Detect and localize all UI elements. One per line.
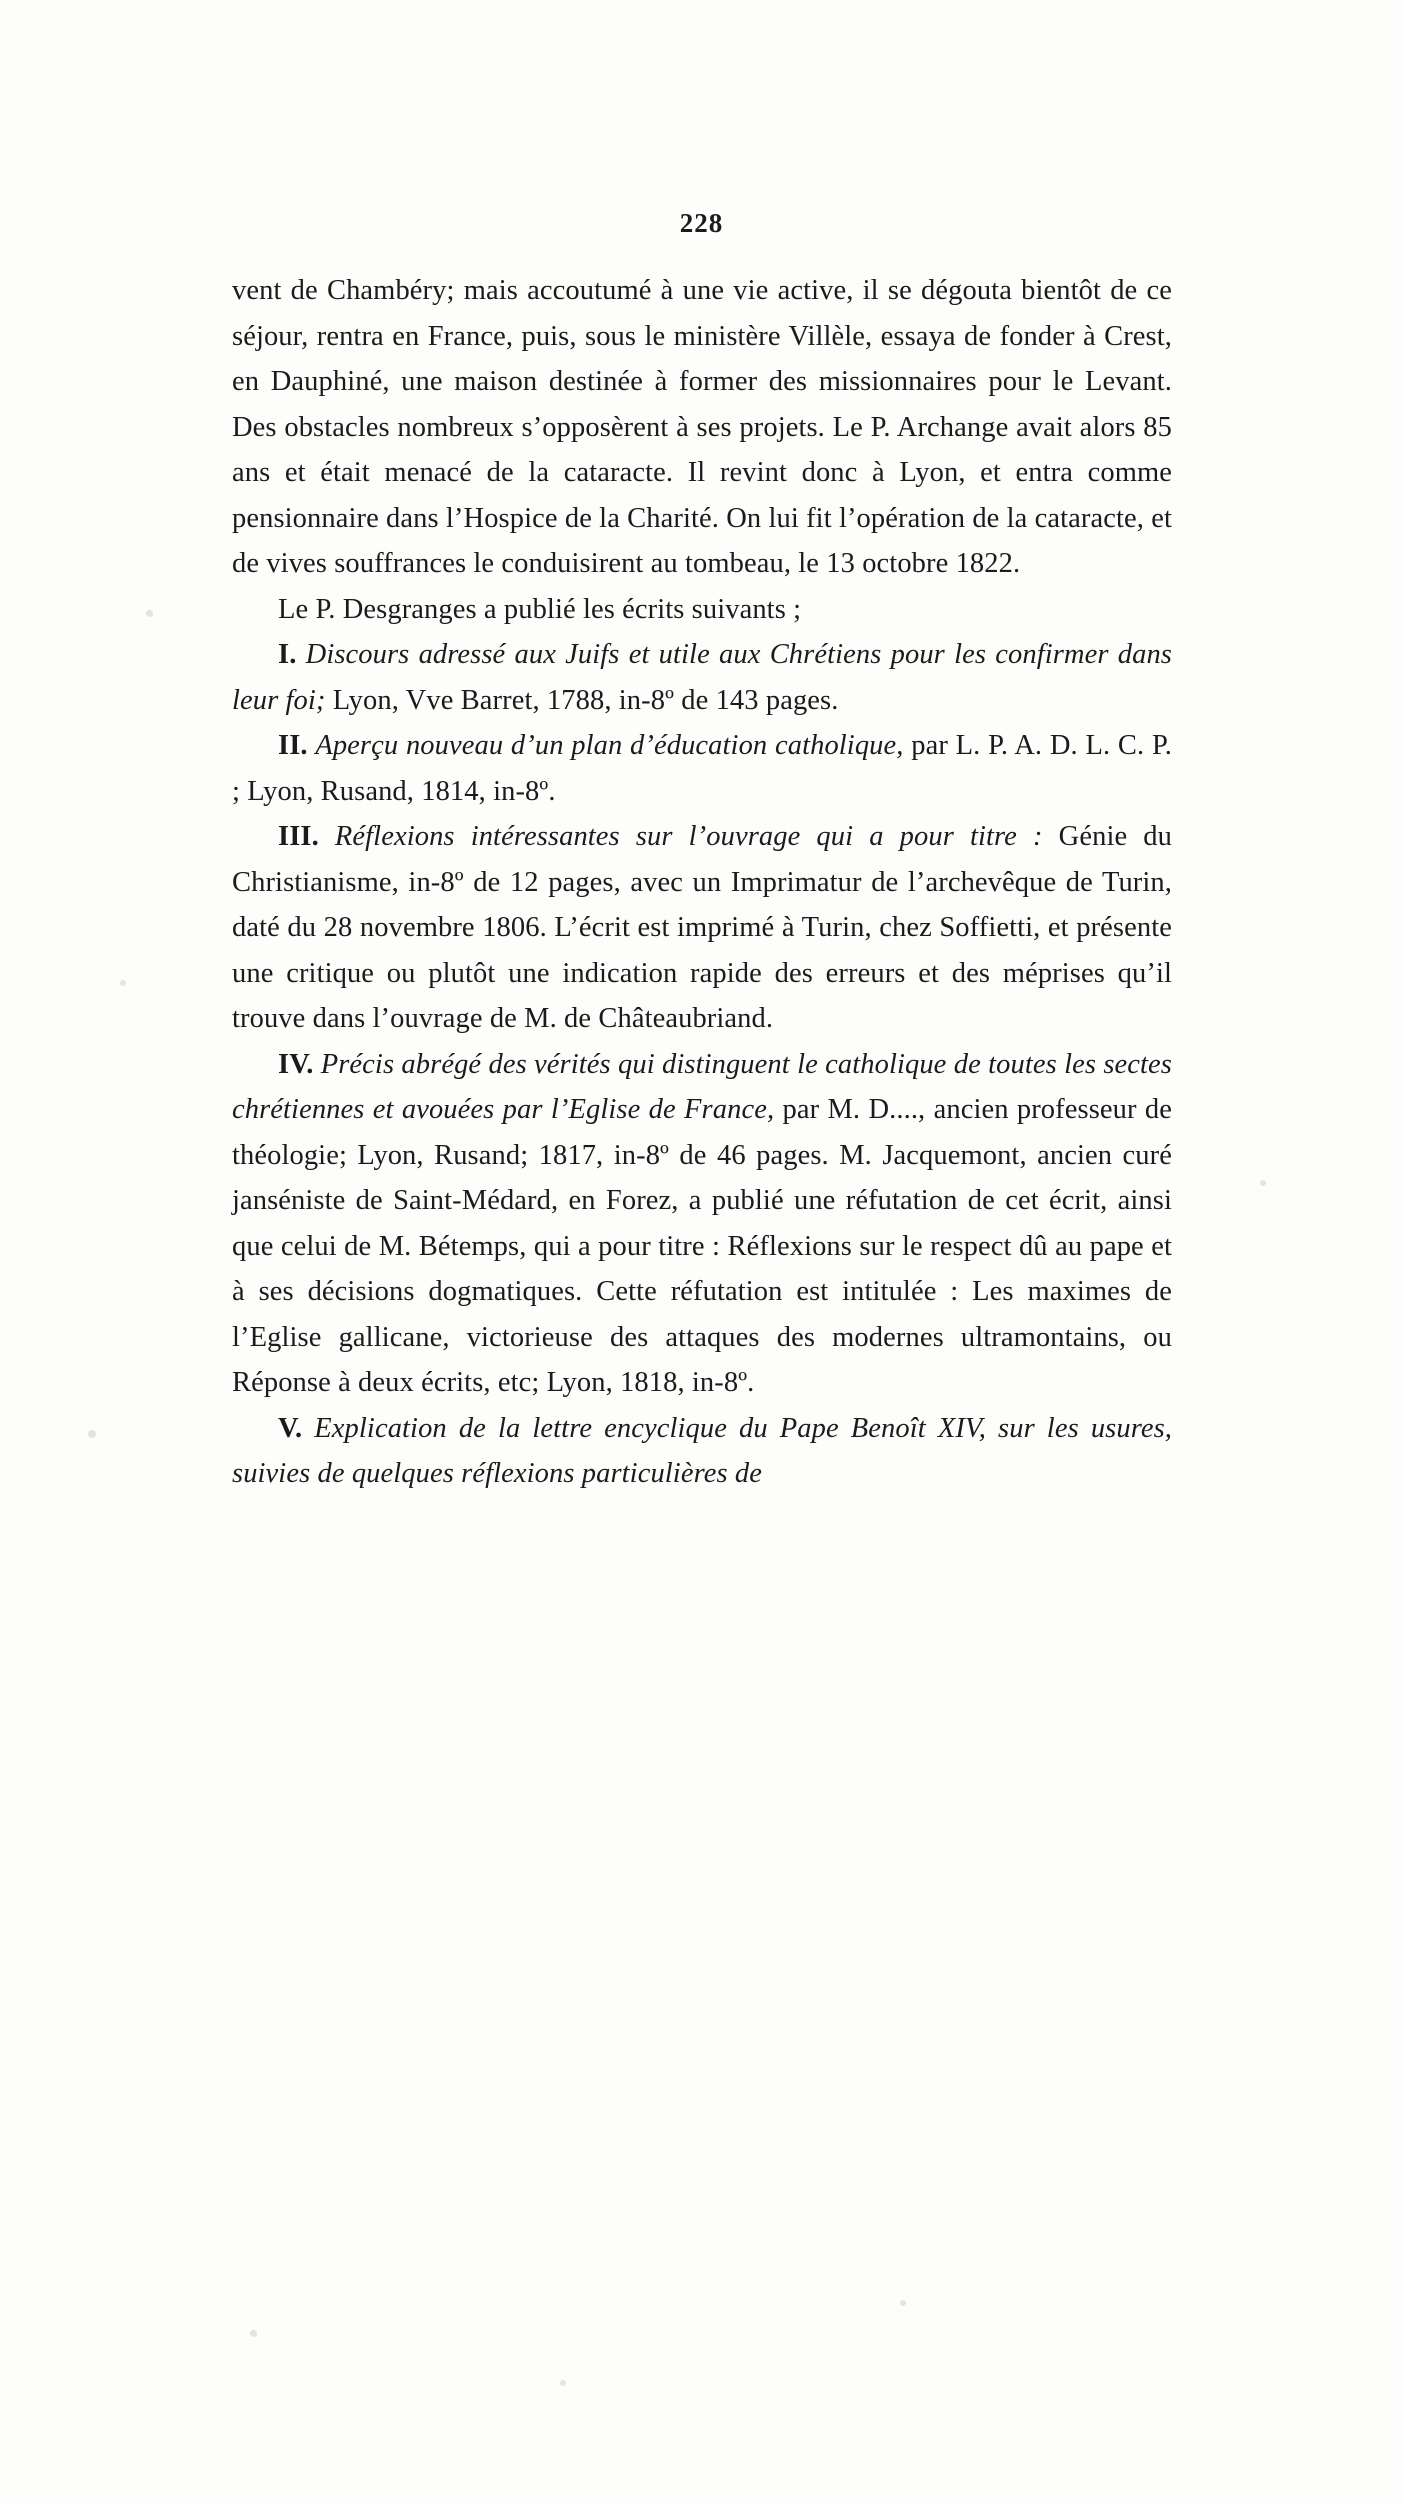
- entry-number-2: II.: [278, 730, 308, 761]
- entry-title-4: Précis abrégé des vérités qui distinguent le catholique de toutes les sectes chrétiennes et avouées par l’Eglise de France,: [232, 1048, 1172, 1125]
- entry-4: [232, 1042, 1172, 1406]
- entry-number-4: IV.: [278, 1048, 314, 1080]
- entry-1: [232, 632, 1172, 723]
- page-number: 228: [679, 208, 724, 238]
- entry-2: [232, 723, 1172, 814]
- entry-rest-4: par M. D...., ancien professeur de théologie; Lyon, Rusand; 1817, in-8º de 46 pages. M. Jacquemont, ancien curé janséniste de Saint-Médard, en Forez, a publié une réfutation de cet écrit, ainsi que celui de M. Bétemps, qui a pour titre : Réflexions sur le respect dû au pape et à ses décisions dogmatiques. Cette réfutation est intitulée : Les maximes de l’Eglise gallicane, victorieuse des attaques des modernes ultramontains, ou Réponse à deux écrits, etc; Lyon, 1818, in-8º.: [232, 1094, 1172, 1398]
- paragraph-1: vent de Chambéry; mais accoutumé à une vie active, il se dégouta bientôt de ce séjour, rentra en France, puis, sous le ministère Villèle, essaya de fonder à Crest, en Dauphiné, une maison destinée à former des missionnaires pour le Levant. Des obstacles nombreux s’opposèrent à ses projets. Le P. Archange avait alors 85 ans et était menacé de la cataracte. Il revint donc à Lyon, et entra comme pensionnaire dans l’Hospice de la Charité. On lui fit l’opération de la cataracte, et de vives souffrances le conduisirent au tombeau, le 13 octobre 1822.: [232, 275, 1172, 579]
- entry-title-5: Explication de la lettre encyclique du Pape Benoît XIV, sur les usures, suivies de quelques réflexions particulières de: [232, 1412, 1173, 1489]
- page-body: [232, 268, 1172, 1497]
- entry-number-5: V.: [278, 1412, 303, 1444]
- entry-title-3: Réflexions intéressantes sur l’ouvrage qui a pour titre :: [334, 821, 1043, 852]
- scan-speck: [88, 1430, 96, 1438]
- entry-3: [232, 814, 1172, 1042]
- entry-rest-3: Génie du Christianisme, in-8º de 12 pages, avec un Imprimatur de l’archevêque de Turin, daté du 28 novembre 1806. L’écrit est imprimé à Turin, chez Soffietti, et présente une critique ou plutôt une indication rapide des erreurs et des méprises qu’il trouve dans l’ouvrage de M. de Châteaubriand.: [232, 821, 1173, 1034]
- paragraph-2: Le P. Desgranges a publié les écrits suivants ;: [278, 593, 802, 625]
- entry-rest-2: par L. P. A. D. L. C. P. ; Lyon, Rusand, 1814, in-8º.: [232, 730, 1172, 807]
- entry-number-3: III.: [278, 821, 319, 852]
- scan-speck: [120, 980, 126, 986]
- scan-speck: [250, 2330, 257, 2337]
- entry-title-1: Discours adressé aux Juifs et utile aux Chrétiens pour les confirmer dans leur foi;: [232, 639, 1172, 716]
- entry-rest-1: Lyon, Vve Barret, 1788, in-8º de 143 pages.: [325, 684, 839, 716]
- entry-title-2: Aperçu nouveau d’un plan d’éducation catholique,: [315, 730, 904, 761]
- scan-speck: [146, 610, 153, 617]
- scan-speck: [1260, 1180, 1266, 1186]
- scan-speck: [900, 2300, 906, 2306]
- entry-5: [232, 1406, 1172, 1497]
- entry-number-1: I.: [278, 639, 297, 670]
- scan-speck: [560, 2380, 566, 2386]
